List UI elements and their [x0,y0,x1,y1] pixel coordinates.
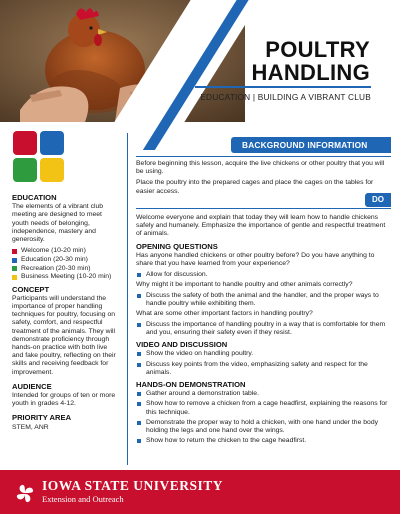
education-heading: EDUCATION [12,193,57,202]
list-item: Discuss key points from the video, emphasizing safety and respect for the animals. [136,361,388,377]
do-section [136,214,388,447]
title-rule [195,86,371,88]
legend-item-business [12,273,120,281]
background-paragraph: Before beginning this lesson, acquire the live chickens or other poultry that you will be using. [136,160,385,176]
yellow-swatch-icon [12,275,17,280]
audience-heading: AUDIENCE [12,381,52,391]
legend-label: Education (20-30 min) [21,255,88,263]
bullet-icon [137,402,141,406]
list-item: Demonstrate the proper way to hold a chicken, with one hand under the body holding the legs and one hand over the wings. [136,419,388,435]
header [0,0,400,122]
list-item: Discuss the safety of both the animal and the handler, and the proper ways to handle poultry while exhibiting them. [136,292,388,308]
do-rule [136,208,391,209]
hands-on-heading: HANDS-ON DEMONSTRATION [136,379,246,389]
yellow-square [40,158,64,182]
green-swatch-icon [12,266,17,271]
legend-item-recreation [12,265,120,273]
concept-text: Participants will understand the importance of proper handling techniques for poultry, focusing on safety, comfort, and respectful treatment of the animals. They will demonstrate proficiency through hands-on practice with both live and fake poultry, reflecting on their skills and receiving feedback for improvement. [12,294,116,376]
bullet-icon [137,421,141,425]
legend-label: Business Meeting (10-20 min) [21,273,112,281]
title-line-1: POULTRY [265,37,370,62]
list-item: Show the video on handling poultry. [136,350,388,358]
list-item: Allow for discussion. [136,271,388,279]
green-square [13,158,37,182]
red-swatch-icon [12,249,17,254]
list-item: Show how to return the chicken to the cage headfirst. [136,437,388,445]
concept-heading: CONCEPT [12,284,50,294]
background-paragraph: Place the poultry into the prepared cages and place the cages on the tables for easier access. [136,179,374,195]
legend-label: Recreation (20-30 min) [21,264,91,272]
blue-swatch-icon [12,258,17,263]
sidebar [12,194,120,435]
bullet-icon [137,363,141,367]
bullet-icon [137,439,141,443]
opening-question: Why might it be important to handle poultry and other animals correctly? [136,280,353,288]
schedule-legend [12,247,120,281]
background-rule [136,156,391,157]
background-banner: BACKGROUND INFORMATION [231,137,391,153]
page-title [251,38,370,84]
blue-square [40,131,64,155]
bullet-icon [137,294,141,298]
bullet-icon [137,352,141,356]
bullet-icon [137,392,141,396]
university-name: IOWA STATE UNIVERSITY [42,478,224,493]
list-item: Show how to remove a chicken from a cage headfirst, explaining the reasons for this technique. [136,400,388,416]
list-item: Discuss the importance of handling poultry in a way that is comfortable for them and you, ensuring their safety even if they resist. [136,321,388,337]
bullet-icon [137,323,141,327]
red-square [13,131,37,155]
opening-heading: OPENING QUESTIONS [136,241,218,251]
legend-label: Welcome (10-20 min) [21,247,86,255]
four-h-clover-icon [14,483,36,505]
background-section [136,160,388,199]
page-subtitle: EDUCATION | BUILDING A VIBRANT CLUB [200,92,371,102]
title-line-2: HANDLING [251,60,370,85]
legend-item-welcome [12,247,120,255]
legend-item-education [12,256,120,264]
column-divider [127,133,128,465]
opening-question: Has anyone handled chickens or other poultry before? Do you have anything to share that you have learned from your experience? [136,251,375,268]
extension-name: Extension and Outreach [42,494,124,504]
priority-heading: PRIORITY AREA [12,413,72,423]
list-item: Gather around a demonstration table. [136,390,388,398]
priority-text: STEM, ANR [12,423,49,431]
do-intro: Welcome everyone and explain that today they will learn how to handle chickens safely and humanely. Emphasize the importance of gentle and respectful treatment of animals. [136,214,386,238]
vibrant-club-icon [13,131,64,182]
opening-question: What are some other important factors in handling poultry? [136,310,313,318]
bullet-icon [137,273,141,277]
do-banner: DO [365,193,391,207]
audience-text: Intended for groups of ten or more youth in grades 4-12. [12,391,116,408]
video-heading: VIDEO AND DISCUSSION [136,340,228,350]
education-text: The elements of a vibrant club meeting are designed to meet youth needs of belonging, independence, mastery and generosity. [12,203,104,244]
